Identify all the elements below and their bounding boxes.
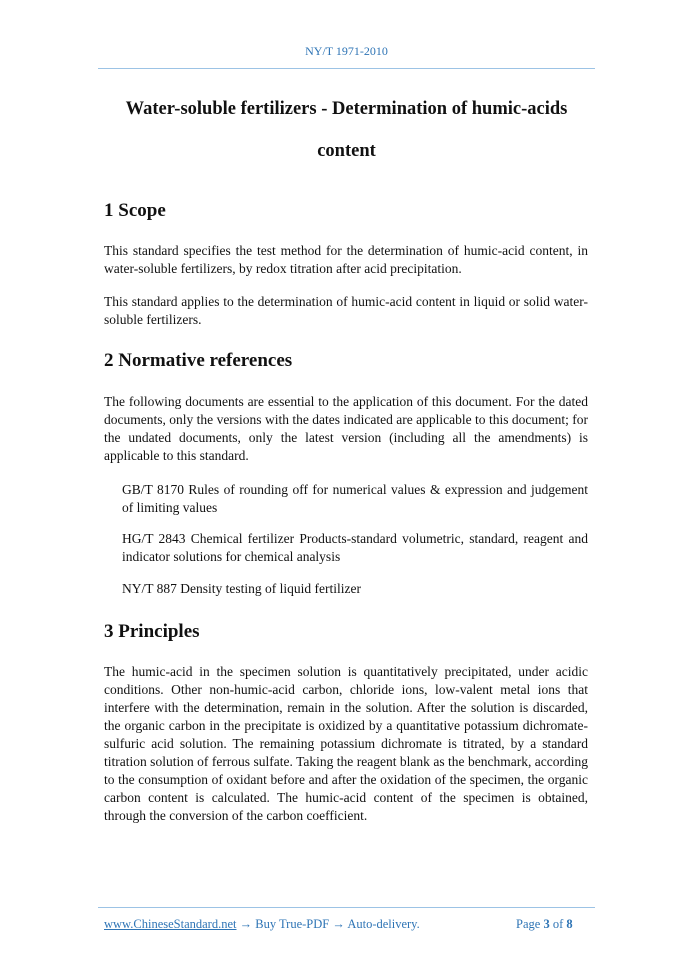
scope-paragraph-1: This standard specifies the test method for the determination of humic-acid content, in water-soluble fertilizers, by redox titration after acid precipitation. (104, 243, 588, 276)
page-of-label: of (552, 917, 564, 931)
reference-item-hgt-2843: HG/T 2843 Chemical fertilizer Products-standard volumetric, standard, reagent and indicator solutions for chemical analysis (122, 531, 588, 564)
page-total: 8 (566, 917, 573, 931)
section-heading-principles: 3 Principles (104, 621, 200, 642)
title-line-2: content (317, 141, 376, 161)
page-current: 3 (543, 917, 550, 931)
header-rule (98, 68, 595, 69)
arrow-icon: → (332, 917, 345, 931)
page-label: Page (516, 917, 541, 931)
footer-links (104, 917, 420, 932)
auto-delivery-text: Auto-delivery. (347, 917, 420, 931)
page-number (516, 917, 573, 932)
chinesestandard-link[interactable]: www.ChineseStandard.net (104, 917, 237, 931)
arrow-icon: → (239, 917, 253, 931)
buy-true-pdf-link[interactable]: Buy True-PDF (255, 917, 330, 931)
reference-item-nyt-887: NY/T 887 Density testing of liquid fertilizer (122, 581, 361, 596)
running-header: NY/T 1971-2010 (305, 44, 388, 58)
section-heading-scope: 1 Scope (104, 200, 166, 221)
normative-references-paragraph: The following documents are essential to the application of this document. For the dated documents, only the versions with the dates indicated are applicable to this document; for the undated documents, only the latest version (including all the amendments) is applicable to this standard. (104, 394, 588, 463)
document-title (98, 88, 595, 172)
section-heading-normative-references: 2 Normative references (104, 350, 293, 371)
title-line-1: Water-soluble fertilizers - Determination of humic-acids (125, 99, 568, 119)
principles-paragraph: The humic-acid in the specimen solution is quantitatively precipitated, under acidic conditions. Other non-humic-acid carbon, chloride ions, low-valent metal ions that interfere with the determination, remain in the solution. After the solution is discarded, the organic carbon in the precipitate is oxidized by a quantitative potassium dichromate-sulfuric acid solution. The remaining potassium dichromate is titrated, by a standard titration solution of ferrous sulfate. Taking the reagent blank as the benchmark, according to the consumption of oxidant before and after the oxidation of the specimen, the organic carbon content is calculated. The humic-acid content of the specimen is obtained, through the conversion of the carbon coefficient. (104, 664, 588, 823)
footer-rule (98, 907, 595, 908)
reference-item-gbt-8170: GB/T 8170 Rules of rounding off for numerical values & expression and judgement of limiting values (122, 482, 588, 515)
scope-paragraph-2: This standard applies to the determination of humic-acid content in liquid or solid water-soluble fertilizers. (104, 294, 588, 327)
